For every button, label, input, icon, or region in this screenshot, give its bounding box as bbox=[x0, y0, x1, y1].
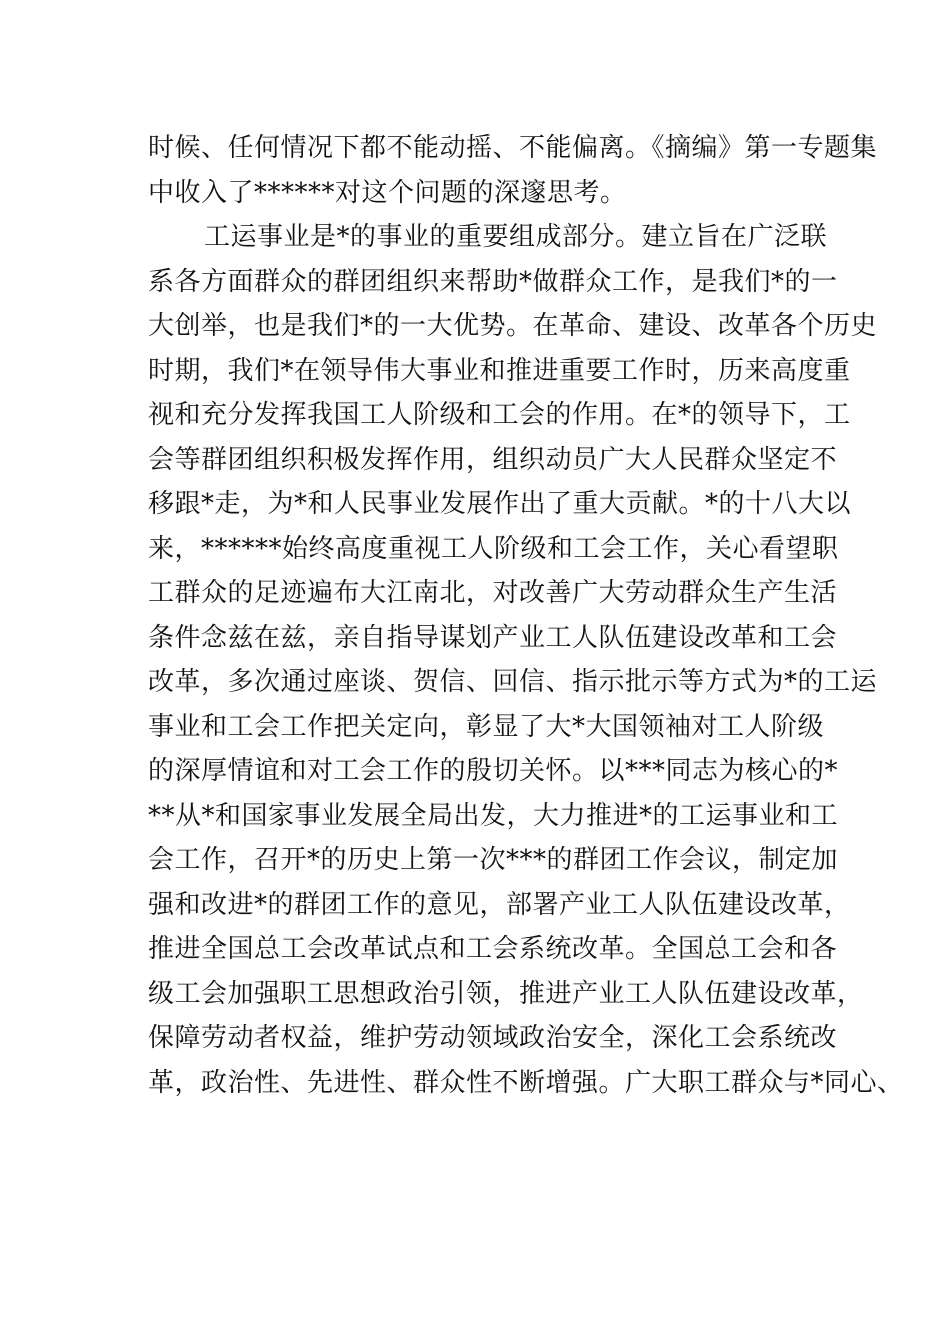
text-line: 革，政治性、先进性、群众性不断增强。广大职工群众与*同心、 bbox=[148, 1067, 904, 1098]
text-line: 中收入了******对这个问题的深邃思考。 bbox=[148, 177, 627, 208]
text-line: 移跟*走，为*和人民事业发展作出了重大贡献。*的十八大以 bbox=[148, 489, 852, 519]
text-line: 会工作，召开*的历史上第一次***的群团工作会议，制定加 bbox=[148, 845, 839, 875]
text-line: 条件念兹在兹，亲自指导谋划产业工人队伍建设改革和工会 bbox=[148, 622, 838, 653]
text-line: 级工会加强职工思想政治引领，推进产业工人队伍建设改革， bbox=[148, 978, 864, 1009]
text-line: 会等群团组织积极发挥作用，组织动员广大人民群众坚定不 bbox=[148, 444, 838, 475]
text-line: 工群众的足迹遍布大江南北，对改善广大劳动群众生产生活 bbox=[148, 578, 838, 608]
text-line: 强和改进*的群团工作的意见，部署产业工人队伍建设改革， bbox=[148, 889, 851, 920]
text-line: 保障劳动者权益，维护劳动领域政治安全，深化工会系统改 bbox=[148, 1023, 838, 1053]
text-line: 改革，多次通过座谈、贺信、回信、指示批示等方式为*的工运 bbox=[148, 667, 878, 697]
text-line: 推进全国总工会改革试点和工会系统改革。全国总工会和各 bbox=[148, 934, 838, 964]
paragraph-first-line: 工运事业是*的事业的重要组成部分。建立旨在广泛联 bbox=[204, 222, 828, 252]
text-line: 的深厚情谊和对工会工作的殷切关怀。以***同志为核心的* bbox=[148, 756, 839, 786]
text-line: **从*和国家事业发展全局出发，大力推进*的工运事业和工 bbox=[148, 800, 839, 831]
text-line: 时期，我们*在领导伟大事业和推进重要工作时，历来高度重 bbox=[148, 355, 851, 386]
text-line: 视和充分发挥我国工人阶级和工会的作用。在*的领导下，工 bbox=[148, 400, 851, 430]
body-text bbox=[148, 126, 904, 1105]
text-line: 大创举，也是我们*的一大优势。在革命、建设、改革各个历史 bbox=[148, 311, 878, 341]
text-line: 时候、任何情况下都不能动摇、不能偏离。《摘编》第一专题集 bbox=[148, 133, 878, 163]
text-line: 系各方面群众的群团组织来帮助*做群众工作，是我们*的一 bbox=[148, 266, 838, 297]
text-line: 事业和工会工作把关定向，彰显了大*大国领袖对工人阶级 bbox=[148, 711, 825, 742]
text-line: 来，******始终高度重视工人阶级和工会工作，关心看望职 bbox=[148, 533, 839, 564]
